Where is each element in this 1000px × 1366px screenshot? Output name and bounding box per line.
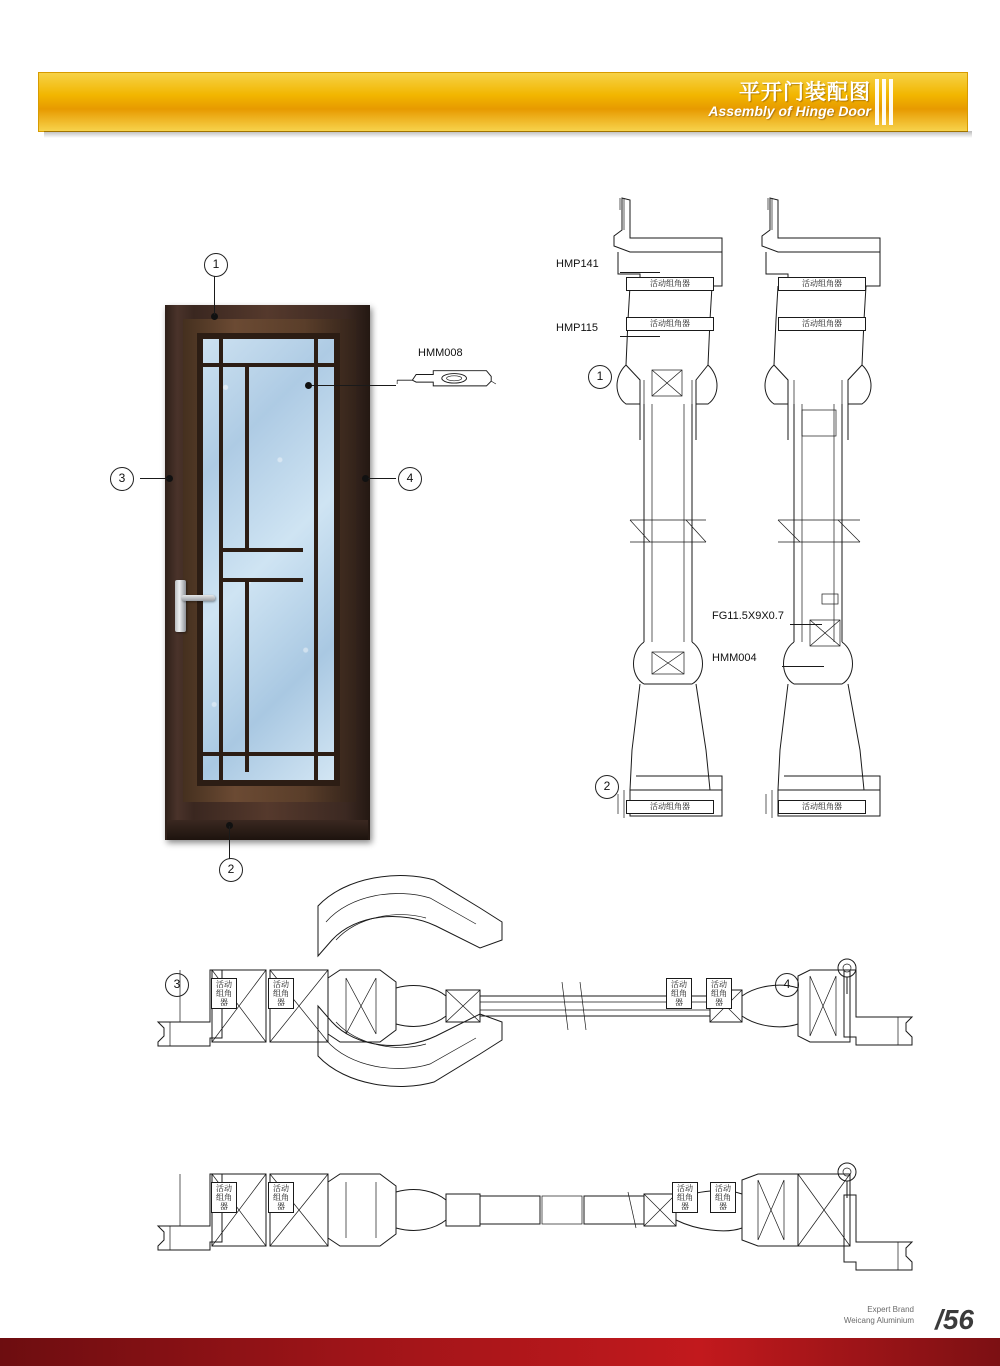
corner-tag-lower-right-b: 活动组角器: [710, 1182, 736, 1213]
footer-brand-line2: Weicang Aluminium: [843, 1316, 914, 1325]
callout-2: 2: [219, 858, 243, 882]
corner-tag-top-right-2: 活动组角器: [778, 317, 866, 331]
section-callout-4: 4: [775, 973, 799, 997]
section-callout-3: 3: [165, 973, 189, 997]
page-number: /56: [935, 1304, 974, 1335]
corner-tag-top-right-1: 活动组角器: [778, 277, 866, 291]
label-hmm008: HMM008: [418, 347, 463, 359]
footer-brand-line1: Expert Brand: [867, 1305, 914, 1314]
section-callout-2: 2: [595, 775, 619, 799]
page-header-banner: [38, 72, 968, 132]
horizontal-section-drawing-lower: [150, 1150, 870, 1280]
label-hmm004: HMM004: [712, 652, 757, 664]
footer-brand: [844, 1304, 914, 1326]
corner-tag-section34-left-b: 活动组角器: [268, 978, 294, 1009]
corner-tag-lower-right-a: 活动组角器: [672, 1182, 698, 1213]
label-hmp115: HMP115: [556, 322, 598, 334]
corner-tag-lower-left-b: 活动组角器: [268, 1182, 294, 1213]
corner-tag-section34-left-a: 活动组角器: [211, 978, 237, 1009]
corner-tag-bottom-right: 活动组角器: [778, 800, 866, 814]
footer-bar: [0, 1338, 1000, 1366]
callout-4: 4: [398, 467, 422, 491]
label-fg: FG11.5X9X0.7: [712, 610, 784, 622]
corner-tag-top-left-2: 活动组角器: [626, 317, 714, 331]
horizontal-section-drawing-upper: [150, 870, 870, 1135]
corner-tag-section34-right-a: 活动组角器: [666, 978, 692, 1009]
right-jamb-lower: [842, 1190, 972, 1280]
right-jamb-upper: [842, 965, 972, 1055]
corner-tag-top-left-1: 活动组角器: [626, 277, 714, 291]
corner-tag-bottom-left: 活动组角器: [626, 800, 714, 814]
label-hmp141: HMP141: [556, 258, 599, 270]
banner-stripes-icon: [875, 79, 893, 125]
corner-tag-section34-right-b: 活动组角器: [706, 978, 732, 1009]
callout-point-hmm008: [305, 382, 312, 389]
hmm008-detail-drawing: [395, 365, 500, 403]
corner-tag-lower-left-a: 活动组角器: [211, 1182, 237, 1213]
section-callout-1: 1: [588, 365, 612, 389]
page-title-en: Assembly of Hinge Door: [708, 103, 871, 119]
page-title-cn: 平开门装配图: [739, 81, 871, 104]
callout-3: 3: [110, 467, 134, 491]
callout-1: 1: [204, 253, 228, 277]
banner-shadow: [44, 131, 972, 138]
